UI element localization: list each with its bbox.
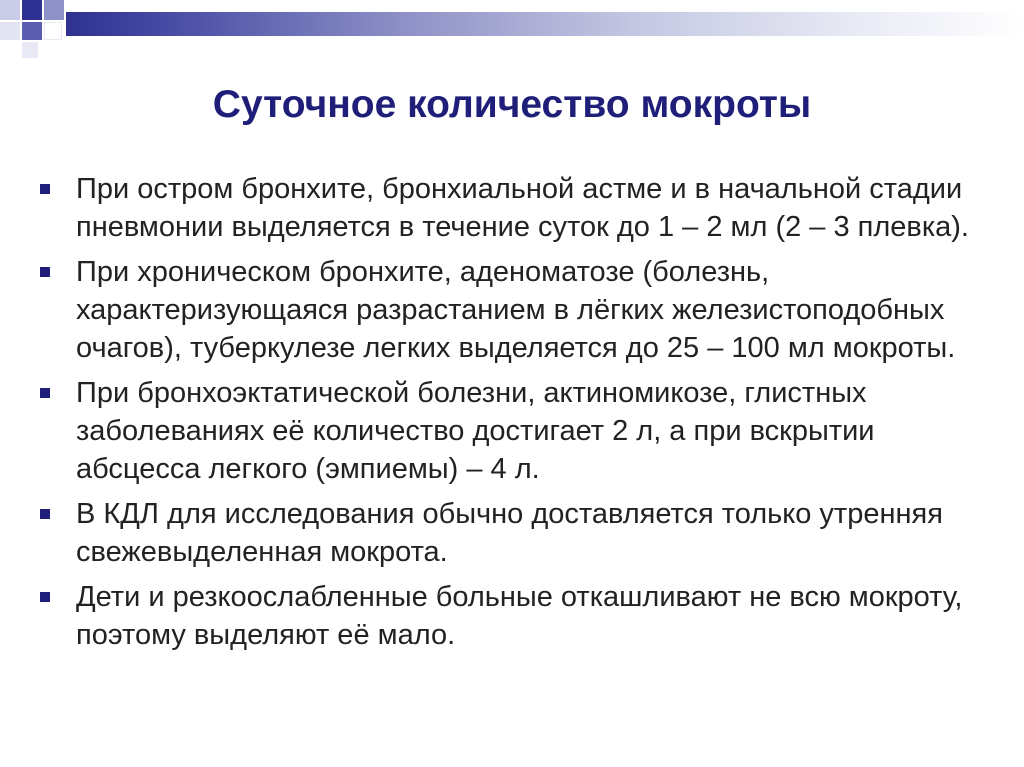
decor-square (44, 0, 64, 20)
bullet-text: При бронхоэктатической болезни, актиномикозе, глистных заболеваниях её количество достигает 2 л, а при вскрытии абсцесса легкого (эмпиемы) – 4 л. (76, 377, 875, 485)
decor-square (0, 22, 20, 40)
gradient-bar (66, 12, 1024, 36)
square-bullet-icon (40, 388, 50, 398)
bullet-text: При хроническом бронхите, аденоматозе (болезнь, характеризующаяся разрастанием в лёгких железистоподобных очагов), туберкулезе легких выделяется до 25 – 100 мл мокроты. (76, 256, 956, 364)
bullet-text: При остром бронхите, бронхиальной астме и в начальной стадии пневмонии выделяется в течение суток до 1 – 2 мл (2 – 3 плевка). (76, 173, 969, 243)
bullet-item (36, 170, 996, 246)
decor-square (22, 42, 38, 58)
bullet-text: Дети и резкоослабленные больные откашливают не всю мокроту, поэтому выделяют её мало. (76, 581, 963, 651)
bullet-list (36, 170, 996, 661)
decor-square (0, 0, 20, 20)
decor-square (22, 22, 42, 40)
slide-title: Суточное количество мокроты (212, 83, 812, 126)
square-bullet-icon (40, 592, 50, 602)
bullet-item (36, 253, 996, 367)
decor-square (22, 0, 42, 20)
bullet-text: В КДЛ для исследования обычно доставляется только утренняя свежевыделенная мокрота. (76, 498, 943, 568)
header-decoration (0, 0, 1024, 70)
bullet-item (36, 578, 996, 654)
bullet-item (36, 495, 996, 571)
square-bullet-icon (40, 267, 50, 277)
bullet-item (36, 374, 996, 488)
decor-square (44, 22, 62, 40)
square-bullet-icon (40, 509, 50, 519)
square-bullet-icon (40, 184, 50, 194)
